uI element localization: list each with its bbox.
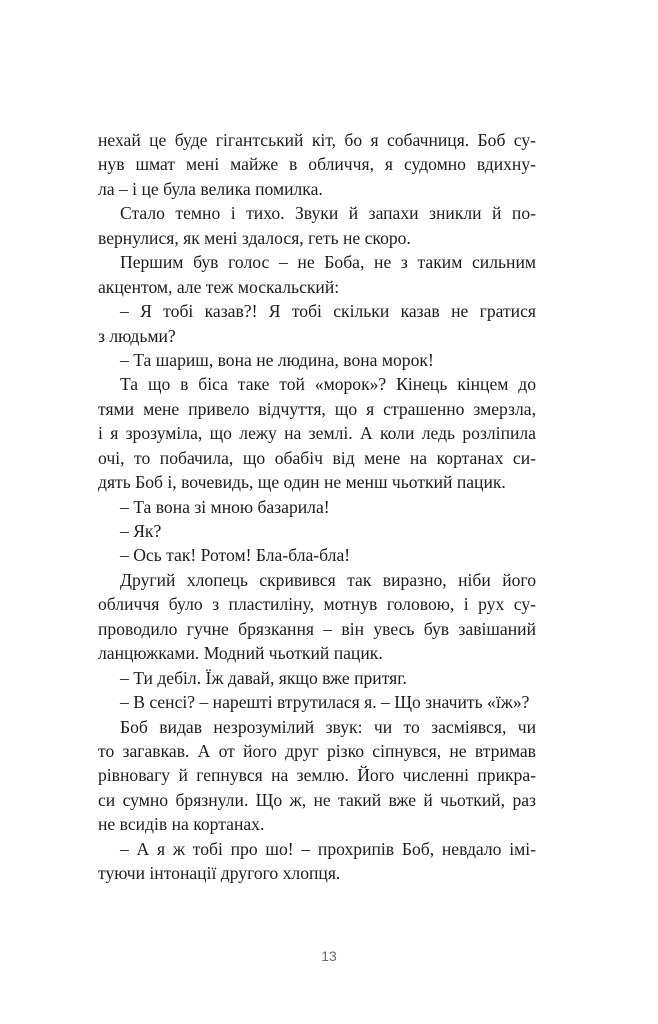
text-line: Стало темно і тихо. Звуки й запахи зникли й по- <box>120 203 536 224</box>
text-line: Боб видав незрозумілий звук: чи то засміявся, чи <box>120 716 536 737</box>
text-line: – Я тобі казав?! Я тобі скільки казав не гратися <box>120 301 536 322</box>
text-line: – А я ж тобі про шо! – прохрипів Боб, невдало імі- <box>120 838 536 859</box>
text-line: – Та вона зі мною базарила! <box>120 496 330 517</box>
text-line: си сумно брязнули. Що ж, не такий вже й чьоткий, раз <box>98 789 536 810</box>
text-line: туючи інтонації другого хлопця. <box>98 863 341 884</box>
text-line: Та що в біса таке той «морок»? Кінець кінцем до <box>120 374 536 395</box>
text-line: обличчя було з пластиліну, мотнув головою, і рух су- <box>98 594 536 615</box>
text-line: з людьми? <box>98 325 176 346</box>
page-number: 13 <box>321 948 337 964</box>
text-line: Другий хлопець скривився так виразно, ніби його <box>120 569 536 590</box>
text-line: очі, то побачила, що обабіч від мене на кортанах си- <box>98 447 536 468</box>
text-line: проводило гучне брязкання – він увесь був завішаний <box>98 618 536 639</box>
text-line: нув шмат мені майже в обличчя, я судомно вдихну- <box>98 154 536 175</box>
text-line: нехай це буде гігантський кіт, бо я собачниця. Боб су- <box>98 130 536 150</box>
text-line: тями мене привело відчуття, що я страшенно змерзла, <box>98 398 536 419</box>
text-line: – Як? <box>120 521 162 541</box>
text-line: і я зрозуміла, що лежу на землі. А коли ледь розліпила <box>98 423 536 444</box>
text-line: то загавкав. А от його друг різко сіпнувся, не втримав <box>98 740 536 761</box>
body-text <box>98 128 536 886</box>
text-line: дять Боб і, вочевидь, ще один не менш чьоткий пацик. <box>98 472 506 493</box>
text-line: рівновагу й гепнувся на землю. Його численні прикра- <box>98 765 536 786</box>
text-line: Першим був голос – не Боба, не з таким сильним <box>120 252 536 273</box>
text-line: – Ти дебіл. Їж давай, якщо вже притяг. <box>120 667 407 688</box>
text-line: ланцюжками. Модний чьоткий пацик. <box>98 643 383 664</box>
text-line: ла – і це була велика помилка. <box>98 178 323 199</box>
text-line: не всидів на кортанах. <box>98 814 265 835</box>
text-line: – Та шариш, вона не людина, вона морок! <box>120 349 434 370</box>
text-line: вернулися, як мені здалося, геть не скоро. <box>98 227 411 248</box>
text-line: – Ось так! Ротом! Бла-бла-бла! <box>120 545 351 566</box>
text-line: – В сенсі? – нарешті втрутилася я. – Що значить «їж»? <box>120 692 530 713</box>
text-line: акцентом, але теж москальский: <box>98 276 340 297</box>
